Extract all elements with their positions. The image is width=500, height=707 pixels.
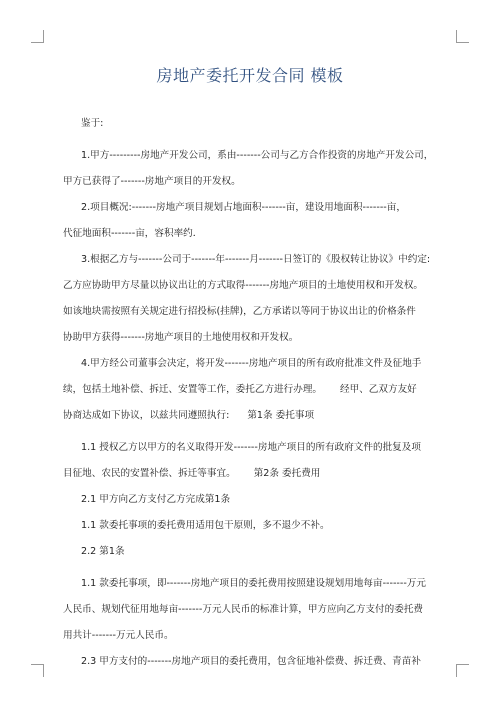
- paragraph-line: [63, 377, 443, 403]
- paragraph-text: 协商达成如下协议，以兹共同遵照执行:: [63, 410, 230, 421]
- corner-mark-top-right: [456, 30, 469, 43]
- article-heading: 第1条 委托事项: [247, 410, 315, 421]
- paragraph-line: 1.1 款委托事项，即-------房地产项目的委托费用按照建设规划用地每亩-------万元: [81, 578, 426, 589]
- paragraph-line: 人民币、规划代征用地每亩-------万元人民币的标准计算，甲方应向乙方支付的委托费: [63, 604, 424, 615]
- corner-mark-top-left: [31, 30, 44, 43]
- document-body: [63, 111, 443, 675]
- paragraph-line: 如该地块需按照有关规定进行招投标(挂牌)，乙方承诺以等同于协议出让的价格条件: [63, 306, 416, 317]
- paragraph-line: 1.1 授权乙方以甲方的名义取得开发-------房地产项目的所有政府文件的批复及项: [81, 442, 421, 453]
- paragraph-text: 经甲、乙双方友好: [340, 384, 417, 395]
- paragraph-line: 4.甲方经公司董事会决定，将开发-------房地产项目的所有政府批准文件及征地手: [81, 358, 422, 369]
- paragraph-line: 1.1 款委托事项的委托费用适用包干原则，多不退少不补。: [81, 520, 330, 531]
- paragraph-line: 2.1 甲方向乙方支付乙方完成第1条: [81, 494, 231, 505]
- paragraph-line: [63, 461, 443, 487]
- paragraph-line: [63, 403, 443, 429]
- paragraph-line: 协助甲方获得-------房地产项目的土地使用权和开发权。: [63, 332, 299, 343]
- paragraph-line: 乙方应协助甲方尽量以协议出让的方式取得-------房地产项目的土地使用权和开发权。: [63, 280, 424, 291]
- article-heading: 第2条 委托费用: [253, 468, 321, 479]
- paragraph-line: 2.2 第1条: [81, 546, 125, 557]
- corner-mark-bottom-left: [31, 664, 44, 677]
- paragraph-text: 续，包括土地补偿、拆迁、安置等工作，委托乙方进行办理。: [63, 384, 323, 395]
- paragraph-text: 目征地、农民的安置补偿、拆迁等事宜。: [63, 468, 236, 479]
- paragraph-line: 鉴于:: [81, 118, 104, 129]
- paragraph-line: 用共计-------万元人民币。: [63, 630, 174, 641]
- paragraph-line: 2.项目概况:-------房地产项目规划占地面积-------亩，建设用地面积-------亩，: [81, 202, 406, 213]
- document-title: 房地产委托开发合同 模板: [156, 66, 344, 85]
- paragraph-line: 甲方已获得了-------房地产项目的开发权。: [63, 176, 241, 187]
- paragraph-line: 代征地面积-------亩，容积率约．: [63, 228, 203, 239]
- paragraph-line: 1.甲方---------房地产开发公司，系由-------公司与乙方合作投资的房地产开发公司，: [81, 150, 434, 161]
- paragraph-line: 2.3 甲方支付的-------房地产项目的委托费用，包含征地补偿费、拆迁费、青苗补: [81, 656, 421, 667]
- paragraph-line: 3.根据乙方与-------公司于-------年-------月-------日签订的《股权转让协议》中约定:: [81, 254, 431, 265]
- corner-mark-bottom-right: [456, 664, 469, 677]
